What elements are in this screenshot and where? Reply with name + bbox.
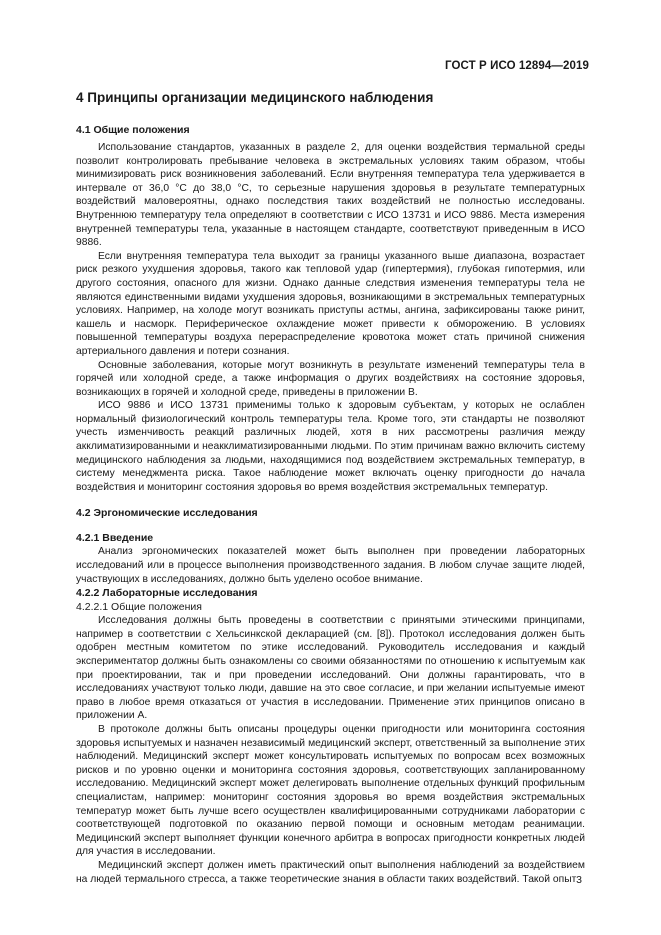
standard-code: ГОСТ Р ИСО 12894—2019	[444, 60, 589, 72]
section-4-2-title: 4.2 Эргономические исследования	[76, 507, 258, 520]
paragraph: Если внутренняя температура тела выходит за границы указанного выше диапазона, возрастает риск резкого ухудшения здоровья, такого как тепловой удар (гипертермия), глубокая гипотермия, или другого состояния, опасного для жизни. Однако данные следствия изменения температуры тела не являются единственными видами ухудшения здоровья, возникающими в экстремальных температурных условиях. Например, на холоде могут возникать приступы астмы, ангина, зафиксированы также ринит, кашель и насморк. Периферическое охлаждение может привести к обморожению. В условиях повышенной температуры воздуха перераспределение кровотока может стать причиной снижения артериального давления и потери сознания.	[76, 250, 585, 357]
paragraph: ИСО 9886 и ИСО 13731 применимы только к здоровым субъектам, у которых не ослаблен нормальный физиологический контроль температуры тела. Кроме того, эти стандарты не позволяют учесть изменчивость реакций различных людей, хотя в них рассмотрены различия между акклиматизированными и неакклиматизированными людьми. По этим причинам важно включить систему медицинского наблюдения за людьми, находящимися под воздействием экстремальных температур, в систему менеджмента риска. Такое наблюдение может включать оценку пригодности до начала воздействия и мониторинг состояния здоровья во время воздействия экстремальных температур.	[76, 400, 585, 493]
page-content	[76, 90, 585, 886]
section-4-2-2-title: 4.2.2 Лабораторные исследования	[76, 587, 258, 600]
section-4-2-1-title: 4.2.1 Введение	[76, 532, 154, 545]
page-number: 3	[576, 874, 582, 886]
paragraph: Медицинский эксперт должен иметь практический опыт выполнения наблюдений за воздействием на людей термального стресса, а также теоретические знания в области таких воздействий. Такой опыт	[76, 859, 585, 885]
section-4-title: 4 Принципы организации медицинского наблюдения	[76, 90, 434, 105]
paragraph: Основные заболевания, которые могут возникнуть в результате изменений температуры тела в горячей или холодной среде, а также информация о других воздействиях на состояние здоровья, возникающих в горячей и холодной среде, приведены в приложении B.	[76, 359, 585, 398]
paragraph: Исследования должны быть проведены в соответствии с принятыми этическими принципами, например в соответствии с Хельсинкской декларацией (см. [8]). Протокол исследования должен быть одобрен местным комитетом по этике исследований. Руководитель исследования и каждый экспериментатор должны быть ознакомлены со своими обязанностями по отношению к испытуемым как при проектировании, так и при проведении исследований. Они должны гарантировать, что в исследованиях участвуют только люди, давшие на это свое согласие, и при желании испытуемые имеют право в любое время отказаться от участия в исследовании. Применение этих принципов описано в приложении A.	[76, 615, 585, 722]
paragraph: Анализ эргономических показателей может быть выполнен при проведении лабораторных исследований или в процессе выполнения производственного задания. В любом случае защите людей, участвующих в исследованиях, должно быть уделено особое внимание.	[76, 546, 585, 585]
paragraph: В протоколе должны быть описаны процедуры оценки пригодности или мониторинга состояния здоровья испытуемых и назначен независимый медицинский эксперт, ответственный за выполнение этих наблюдений. Медицинский эксперт может консультировать испытуемых по вопросам всех возможных рисков и по уровню оценки и мониторинга состояния здоровья, соответствующих запланированному исследованию. Медицинский эксперт может делегировать выполнение отдельных функций профильным специалистам, например: мониторинг состояния здоровья во время воздействия экстремальных температур может быть лучше всего осуществлен квалифицированными сотрудниками лаборатории с соответствующей подготовкой по оказанию первой помощи и основным методам реанимации. Медицинский эксперт выполняет функции конечного арбитра в вопросах пригодности конкретных людей для участия в исследовании.	[76, 723, 585, 858]
section-4-2-2-1-title: 4.2.2.1 Общие положения	[76, 601, 202, 614]
section-4-1-title: 4.1 Общие положения	[76, 124, 190, 136]
paragraph: Использование стандартов, указанных в разделе 2, для оценки воздействия термальной среды позволит контролировать пребывание человека в экстремальных условиях таким образом, чтобы минимизировать риск возникновения заболеваний. Если внутренняя температура тела удерживается в интервале от 36,0 °C до 38,0 °C, то серьезные нарушения здоровья в результате температурных воздействий маловероятны, однако последствия таких воздействий не полностью исследованы. Внутреннюю температуру тела определяют в соответствии с ИСО 13731 и ИСО 9886. Места измерения внутренней температуры тела, указанные в настоящем стандарте, соответствуют приведенным в ИСО 9886.	[76, 142, 585, 249]
